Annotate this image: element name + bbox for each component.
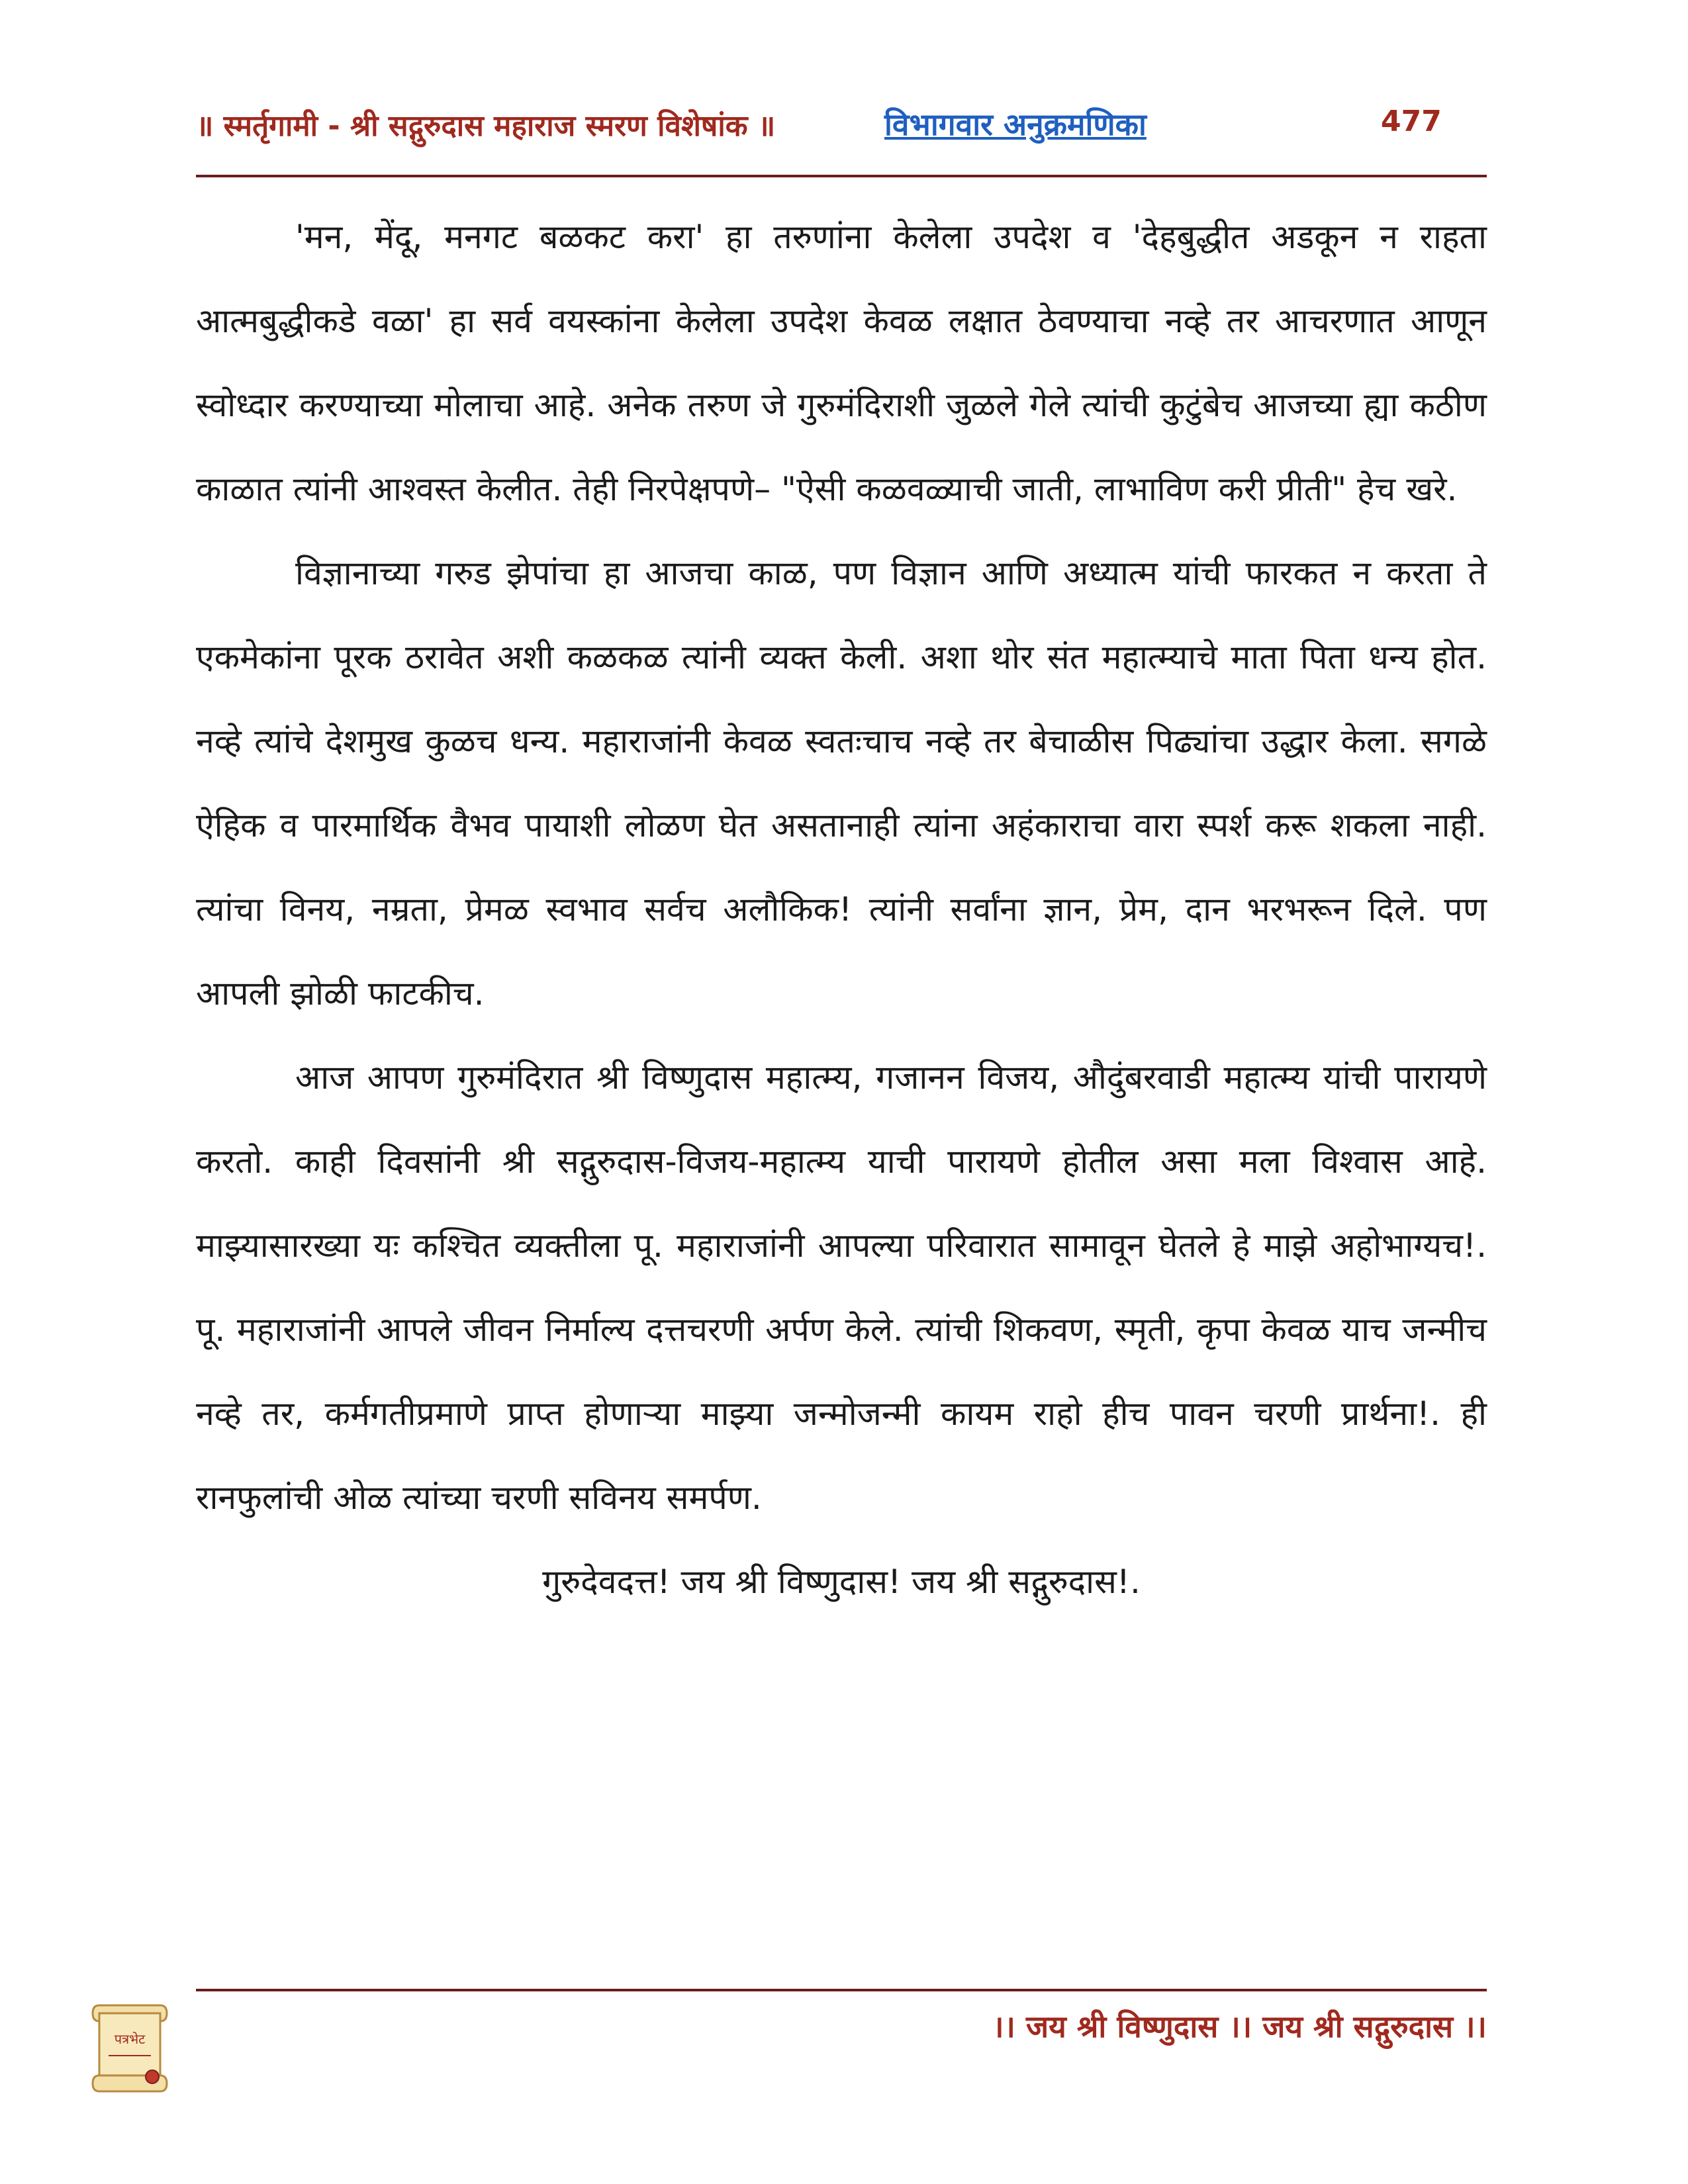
index-link[interactable]: विभागवार अनुक्रमणिका <box>884 107 1147 142</box>
header-divider <box>196 175 1487 177</box>
paragraph-3: आज आपण गुरुमंदिरात श्री विष्णुदास महात्म्य, गजानन विजय, औदुंबरवाडी महात्म्य यांची पारायणे करतो. काही दिवसांनी श्री सद्गुरुदास-विजय-महात्म्य याची पारायणे होतील असा मला विश्वास आहे. माझ्यासारख्या यः कश्चित व्यक्तीला पू. महाराजांनी आपल्या परिवारात सामावून घेतले हे माझे अहोभाग्यच!. पू. महाराजांनी आपले जीवन निर्माल्य दत्तचरणी अर्पण केले. त्यांची शिकवण, स्मृती, कृपा केवळ याच जन्मीच नव्हे तर, कर्मगतीप्रमाणे प्राप्त होणाऱ्या माझ्या जन्मोजन्मी कायम राहो हीच पावन चरणी प्रार्थना!. ही रानफुलांची ओळ त्यांच्या चरणी सविनय समर्पण. <box>196 1058 1487 1517</box>
closing-line: गुरुदेवदत्त! जय श्री विष्णुदास! जय श्री सद्गुरुदास!. <box>542 1563 1141 1601</box>
logo-label: पत्रभेट <box>114 2031 146 2047</box>
patrabhet-logo <box>86 1992 179 2098</box>
page-number: 477 <box>1381 105 1442 138</box>
paragraph-1: 'मन, मेंदू, मनगट बळकट करा' हा तरुणांना केलेला उपदेश व 'देहबुद्धीत अडकून न राहता आत्मबुद्धीकडे वळा' हा सर्व वयस्कांना केलेला उपदेश केवळ लक्षात ठेवण्याचा नव्हे तर आचरणात आणून स्वोध्दार करण्याच्या मोलाचा आहे. अनेक तरुण जे गुरुमंदिराशी जुळले गेले त्यांची कुटुंबेच आजच्या ह्या कठीण काळात त्यांनी आश्वस्त केलीत. तेही निरपेक्षपणे– "ऐसी कळवळ्याची जाती, लाभाविण करी प्रीती" हेच खरे. <box>196 218 1487 508</box>
article-body <box>196 195 1487 1624</box>
header-title: ॥ स्मर्तृगामी - श्री सद्गुरुदास महाराज स्मरण विशेषांक ॥ <box>196 109 776 143</box>
footer-divider <box>196 1989 1487 1991</box>
footer-blessing: ।। जय श्री विष्णुदास ।। जय श्री सद्गुरुदास ।। <box>992 2009 1487 2044</box>
page-header <box>196 99 1487 146</box>
paragraph-2: विज्ञानाच्या गरुड झेपांचा हा आजचा काळ, पण विज्ञान आणि अध्यात्म यांची फारकत न करता ते एकमेकांना पूरक ठरावेत अशी कळकळ त्यांनी व्यक्त केली. अशा थोर संत महात्म्याचे माता पिता धन्य होत. नव्हे त्यांचे देशमुख कुळच धन्य. महाराजांनी केवळ स्वतःचाच नव्हे तर बेचाळीस पिढ्यांचा उद्धार केला. सगळे ऐहिक व पारमार्थिक वैभव पायाशी लोळण घेत असतानाही त्यांना अहंकाराचा वारा स्पर्श करू शकला नाही. त्यांचा विनय, नम्रता, प्रेमळ स्वभाव सर्वच अलौकिक! त्यांनी सर्वांना ज्ञान, प्रेम, दान भरभरून दिले. पण आपली झोळी फाटकीच. <box>196 554 1487 1013</box>
scroll-logo-icon <box>86 1992 179 2098</box>
